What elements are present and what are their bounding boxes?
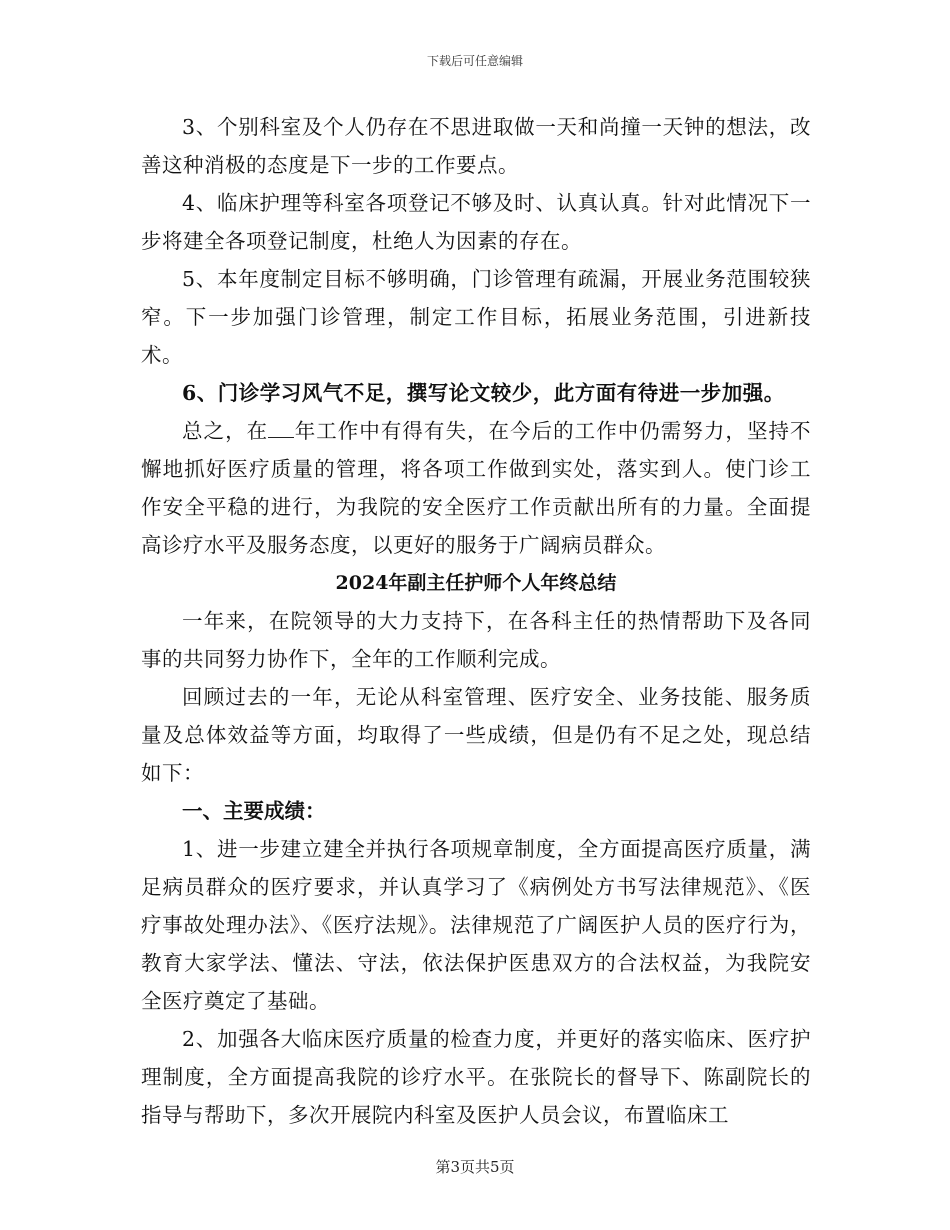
page-header: 下载后可任意编辑 <box>426 54 523 68</box>
section-title: 2024年副主任护师个人年终总结 <box>335 572 617 594</box>
paragraph-summary <box>141 412 811 564</box>
paragraph-achievement-1: 1、进一步建立建全并执行各项规章制度，全方面提高医疗质量，满足病员群众的医疗要求，并认真学习了《病例处方书写法律规范》、《医疗事故处理办法》、《医疗法规》。法律规范了广阔医护人员的医疗行为，教育大家学法、懂法、守法，依法保护医患双方的合法权益，为我院安全医疗奠定了基础。 <box>141 837 811 1013</box>
page-footer: 第3页共5页 <box>435 1158 515 1176</box>
paragraph-item-3: 3、个别科室及个人仍存在不思进取做一天和尚撞一天钟的想法，改善这种消极的态度是下一步的工作要点。 <box>141 115 811 177</box>
paragraph-item-6: 6、门诊学习风气不足，撰写论文较少，此方面有待进一步加强。 <box>182 381 785 405</box>
section-heading-achievements: 一、主要成绩： <box>182 799 326 823</box>
paragraph-achievement-2: 2、加强各大临床医疗质量的检查力度，并更好的落实临床、医疗护理制度，全方面提高我院的诊疗水平。在张院长的督导下、陈副院长的指导与帮助下，多次开展院内科室及医护人员会议，布置临床工 <box>141 1027 811 1127</box>
paragraph-review: 回顾过去的一年，无论从科室管理、医疗安全、业务技能、服务质量及总体效益等方面，均取得了一些成绩，但是仍有不足之处，现总结如下： <box>141 685 811 785</box>
summary-body-text: 年工作中有得有失，在今后的工作中仍需努力，坚持不懈地抓好医疗质量的管理，将各项工作做到实处，落实到人。使门诊工作安全平稳的进行，为我院的安全医疗工作贡献出所有的力量。全面提高诊疗水平及服务态度，以更好的服务于广阔病员群众。 <box>141 419 812 557</box>
paragraph-intro: 一年来，在院领导的大力支持下，在各科主任的热情帮助下及各同事的共同努力协作下，全年的工作顺利完成。 <box>141 609 811 671</box>
paragraph-item-4: 4、临床护理等科室各项登记不够及时、认真认真。针对此情况下一步将建全各项登记制度，杜绝人为因素的存在。 <box>141 191 811 253</box>
year-blank <box>268 419 294 438</box>
document-body <box>141 108 811 1134</box>
paragraph-item-5: 5、本年度制定目标不够明确，门诊管理有疏漏，开展业务范围较狭窄。下一步加强门诊管理，制定工作目标，拓展业务范围，引进新技术。 <box>141 267 811 367</box>
summary-lead-text: 总之，在 <box>182 419 269 443</box>
